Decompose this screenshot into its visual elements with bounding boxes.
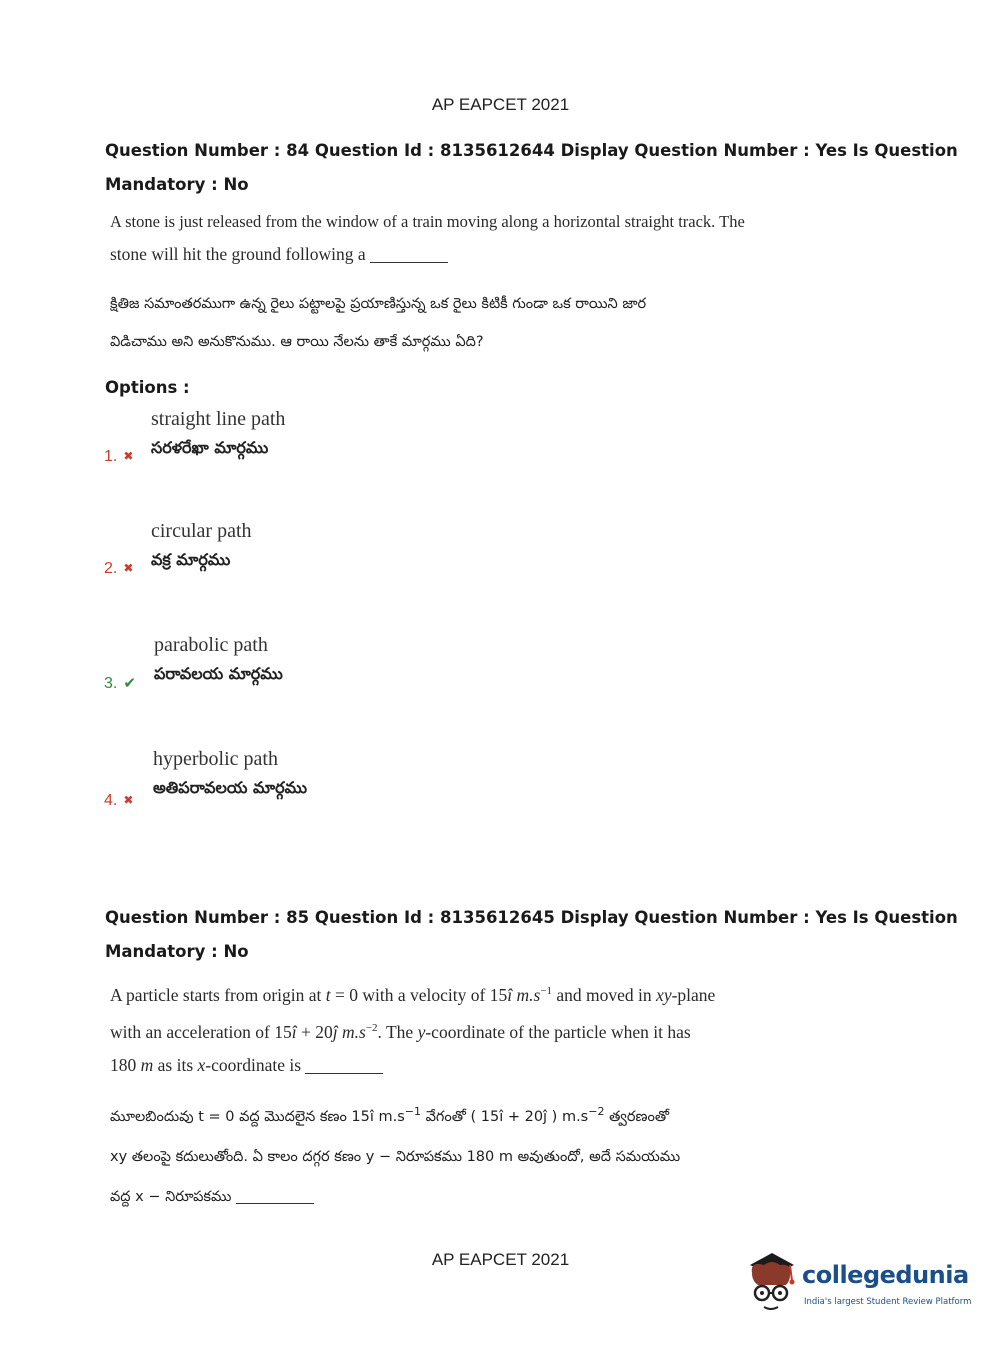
q85-en-l2-h: y (417, 1021, 426, 1042)
q85-en-l2-a: with an acceleration of 15 (110, 1021, 292, 1042)
q85-te-l1-f: త్వరణంతో (604, 1108, 670, 1125)
question-85-meta-line1: Question Number : 85 Question Id : 8135612645 Display Question Number : Yes Is Question (105, 908, 958, 927)
option-4 (104, 748, 504, 848)
q85-en-l2-e: m.s (337, 1021, 366, 1042)
q85-en-l2-c: + 20 (296, 1021, 333, 1042)
option-3-telugu: పరావలయ మార్గము (154, 664, 283, 683)
q85-en-l1-i: -plane (671, 984, 716, 1005)
question-84-telugu-text (110, 285, 750, 361)
q85-en-l1-a: A particle starts from origin at (110, 984, 326, 1005)
q85-en-l1-h: xy (656, 984, 672, 1005)
question-85-english-line3 (110, 1049, 750, 1082)
question-84-meta (105, 134, 958, 202)
answer-blank (236, 1202, 314, 1204)
q85-en-l1-b: t (325, 984, 331, 1005)
q85-en-l2-i: -coordinate of the particle when it has (425, 1021, 691, 1042)
question-85-meta (105, 901, 958, 969)
collegedunia-logo (742, 1247, 972, 1327)
option-2-number-label: 2. (104, 560, 118, 577)
q85-en-l2-f: −2 (365, 1021, 378, 1034)
q85-en-l1-c: = 0 with a velocity of 15 (330, 984, 508, 1005)
mascot-icon (742, 1251, 802, 1321)
option-1-english: straight line path (151, 408, 286, 430)
q85-en-l3-a: 180 (110, 1054, 141, 1075)
option-3-number (104, 674, 136, 693)
option-2-english: circular path (151, 520, 252, 542)
question-84-telugu-line1: క్షితిజ సమాంతరముగా ఉన్న రైలు పట్టాలపై ప్రయాణిస్తున్న ఒక రైలు కిటికీ గుండా ఒక రాయిని జార (110, 296, 647, 312)
option-1-number-label: 1. (104, 448, 118, 465)
q85-te-l1-b: t = 0 వద్ద మొదలైన కణం 15î m.s (198, 1108, 405, 1125)
logo-tagline: India's largest Student Review Platform (804, 1297, 972, 1307)
question-85-telugu-line2: xy తలంపై కదులుతోంది. ఏ కాలం దగ్గర కణం y − నిరూపకము 180 m అవుతుందో, అదే సమయము (110, 1148, 681, 1165)
q85-en-l3-d: x (197, 1054, 206, 1075)
unit-vector-i: î (291, 1021, 297, 1042)
q85-en-l1-e: m.s (512, 984, 541, 1005)
question-85-english-line1 (110, 975, 750, 1012)
unit-vector-j: ĵ (332, 1021, 338, 1042)
option-1-telugu: సరళరేఖా మార్గము (151, 438, 269, 457)
option-4-telugu: అతిపరావలయ మార్గము (153, 778, 308, 797)
option-4-number (104, 792, 133, 810)
q85-en-l3-b: m (140, 1054, 154, 1075)
question-84-english-line1: A stone is just released from the window of a train moving along a horizontal straight track. The (110, 212, 745, 231)
cross-icon: ✖ (123, 793, 134, 807)
q85-en-l2-g: . The (377, 1021, 418, 1042)
question-84-english-line2 (110, 238, 750, 270)
cross-icon: ✖ (123, 449, 134, 463)
question-85-telugu-text (110, 1092, 750, 1217)
answer-blank (370, 261, 448, 263)
option-3-number-label: 3. (104, 675, 118, 692)
option-1 (104, 408, 504, 508)
q85-te-l1-c: −1 (404, 1105, 421, 1118)
question-84-telugu-line2: విడిచాము అని అనుకొనుము. ఆ రాయి నేలను తాకే మార్గము ఏది? (110, 334, 484, 350)
question-84-english-text (110, 206, 750, 270)
question-85-telugu-line3 (110, 1177, 750, 1217)
option-3-english: parabolic path (154, 634, 268, 656)
check-icon: ✔ (123, 675, 136, 692)
q85-en-l3-e: -coordinate is (205, 1054, 302, 1075)
options-label: Options : (105, 378, 190, 397)
question-85-english-line2 (110, 1012, 750, 1049)
option-3 (104, 634, 504, 734)
q85-te-l1-a: మూలబిందువు (110, 1108, 199, 1125)
page-header-title: AP EAPCET 2021 (431, 95, 570, 114)
page-footer-title: AP EAPCET 2021 (431, 1250, 570, 1269)
q85-te-l3-text: వద్ద x − నిరూపకము (110, 1188, 232, 1205)
option-4-number-label: 4. (104, 792, 118, 809)
question-84-english-line2-text: stone will hit the ground following a (110, 244, 366, 264)
question-85-telugu-line1 (110, 1092, 750, 1137)
question-85-meta-line2: Mandatory : No (105, 942, 249, 961)
q85-te-l1-d: వేగంతో ( 15î + 20ĵ ) m.s (421, 1108, 589, 1125)
question-84-meta-line1: Question Number : 84 Question Id : 8135612644 Display Question Number : Yes Is Question (105, 141, 958, 160)
option-2-telugu: వక్ర మార్గము (151, 550, 231, 569)
option-2-number (104, 560, 133, 578)
logo-wordmark: collegedunia (802, 1261, 969, 1289)
unit-vector-i: î (507, 984, 513, 1005)
cross-icon: ✖ (123, 561, 134, 575)
q85-en-l1-f: −1 (540, 985, 553, 997)
question-85-english-text (110, 975, 750, 1082)
q85-te-l1-e: −2 (588, 1105, 605, 1118)
option-2 (104, 520, 504, 620)
option-1-number (104, 448, 133, 466)
q85-en-l1-g: and moved in (552, 984, 657, 1005)
q85-en-l3-c: as its (153, 1054, 198, 1075)
question-84-meta-line2: Mandatory : No (105, 175, 249, 194)
answer-blank (305, 1072, 383, 1074)
option-4-english: hyperbolic path (153, 748, 278, 770)
